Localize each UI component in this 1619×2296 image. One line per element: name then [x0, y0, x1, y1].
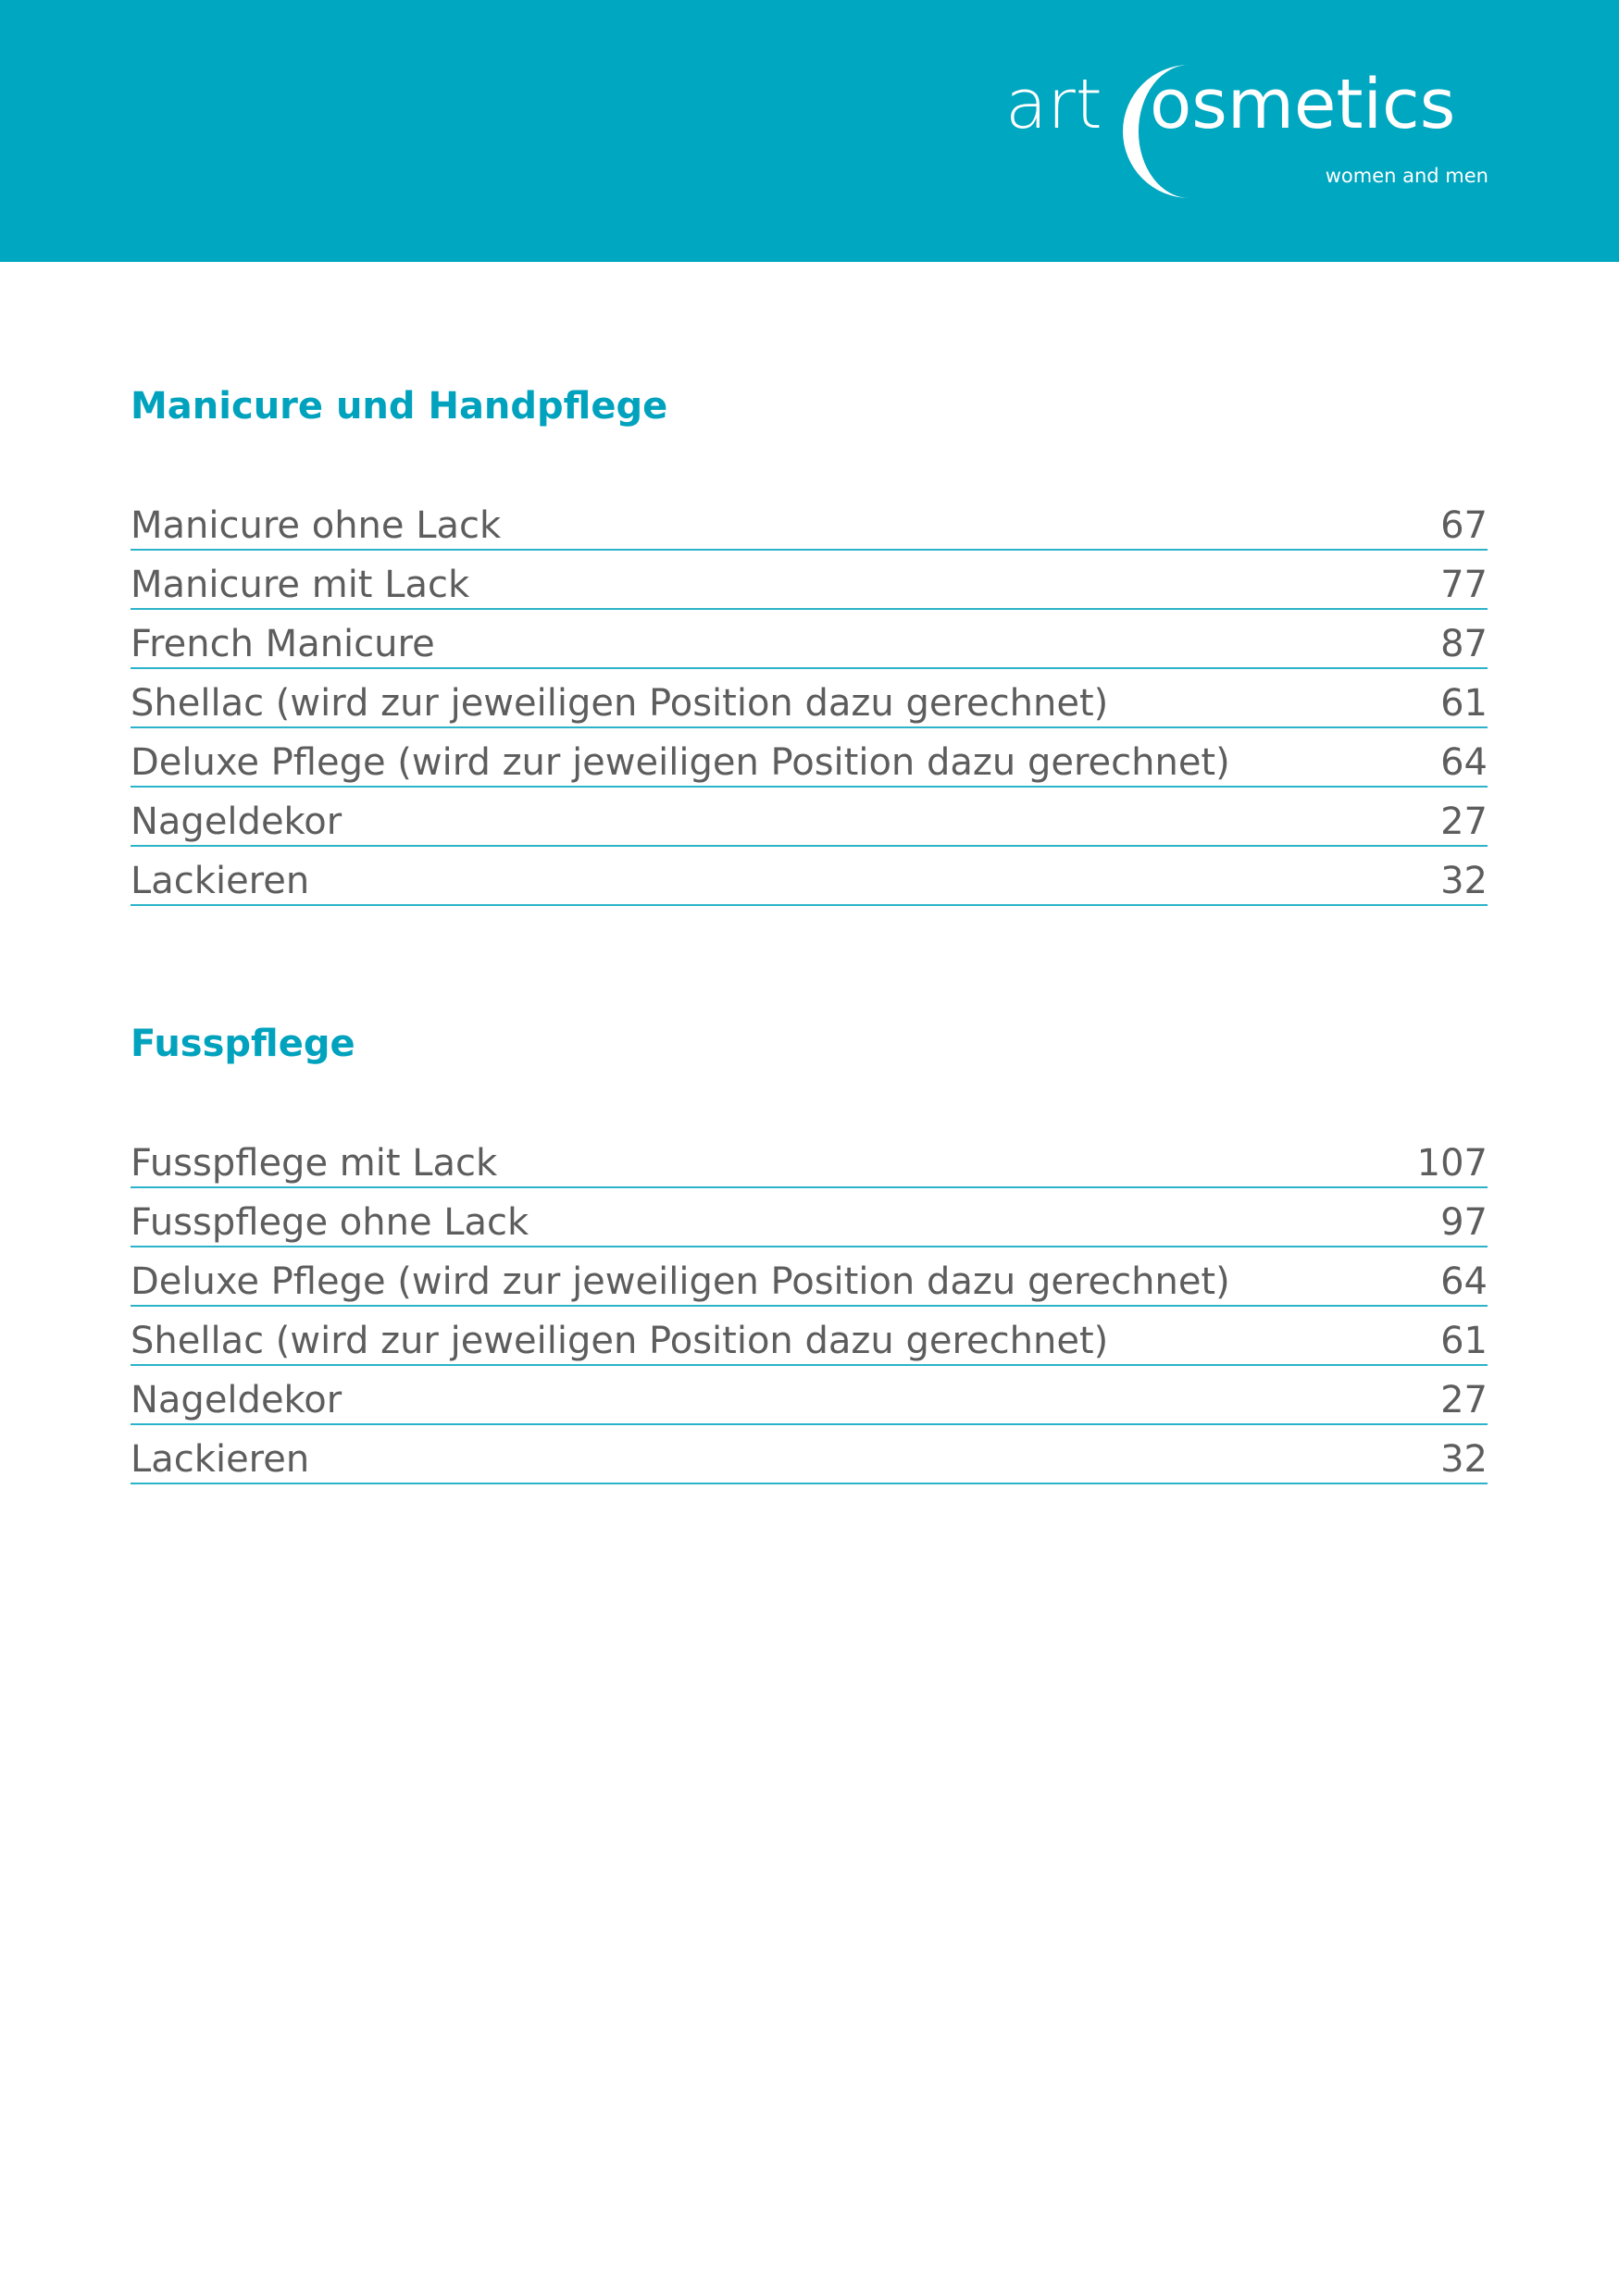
item-name: Manicure mit Lack	[131, 564, 470, 606]
item-price: 32	[1440, 860, 1488, 902]
item-price: 87	[1440, 623, 1488, 665]
header-band	[0, 0, 1619, 262]
section-manicure	[131, 384, 1488, 906]
price-row	[131, 1188, 1488, 1247]
section-fusspflege	[131, 1022, 1488, 1484]
item-price: 61	[1440, 682, 1488, 725]
brand-tagline: women and men	[1325, 165, 1488, 187]
item-price: 64	[1440, 741, 1488, 784]
price-row	[131, 728, 1488, 788]
item-price: 77	[1440, 564, 1488, 606]
price-row	[131, 491, 1488, 551]
item-name: Lackieren	[131, 860, 310, 902]
section-title: Manicure und Handpflege	[131, 385, 668, 428]
price-row	[131, 1129, 1488, 1188]
price-list	[131, 1129, 1488, 1484]
brand-logo	[1000, 61, 1500, 200]
price-row	[131, 1307, 1488, 1366]
item-price: 107	[1416, 1142, 1488, 1185]
item-price: 27	[1440, 800, 1488, 843]
item-price: 32	[1440, 1438, 1488, 1481]
brand-prefix: art	[1005, 65, 1102, 144]
item-price: 97	[1440, 1201, 1488, 1244]
item-name: Manicure ohne Lack	[131, 504, 502, 547]
item-name: Shellac (wird zur jeweiligen Position dazu gerechnet)	[131, 1320, 1109, 1362]
price-row	[131, 1247, 1488, 1307]
item-name: Nageldekor	[131, 800, 342, 843]
item-name: Shellac (wird zur jeweiligen Position dazu gerechnet)	[131, 682, 1109, 725]
item-price: 64	[1440, 1260, 1488, 1303]
section-title: Fusspflege	[131, 1023, 355, 1065]
price-row	[131, 847, 1488, 906]
price-row	[131, 551, 1488, 610]
price-row	[131, 610, 1488, 669]
price-list	[131, 491, 1488, 906]
price-row	[131, 1366, 1488, 1425]
price-row	[131, 669, 1488, 728]
item-name: French Manicure	[131, 623, 435, 665]
item-name: Lackieren	[131, 1438, 310, 1481]
price-row	[131, 788, 1488, 847]
item-name: Fusspflege ohne Lack	[131, 1201, 529, 1244]
item-name: Deluxe Pflege (wird zur jeweiligen Position dazu gerechnet)	[131, 741, 1230, 784]
item-price: 27	[1440, 1379, 1488, 1421]
item-name: Nageldekor	[131, 1379, 342, 1421]
item-price: 61	[1440, 1320, 1488, 1362]
item-price: 67	[1440, 504, 1488, 547]
brand-main: osmetics	[1150, 65, 1456, 144]
item-name: Fusspflege mit Lack	[131, 1142, 498, 1185]
price-row	[131, 1425, 1488, 1484]
item-name: Deluxe Pflege (wird zur jeweiligen Position dazu gerechnet)	[131, 1260, 1230, 1303]
